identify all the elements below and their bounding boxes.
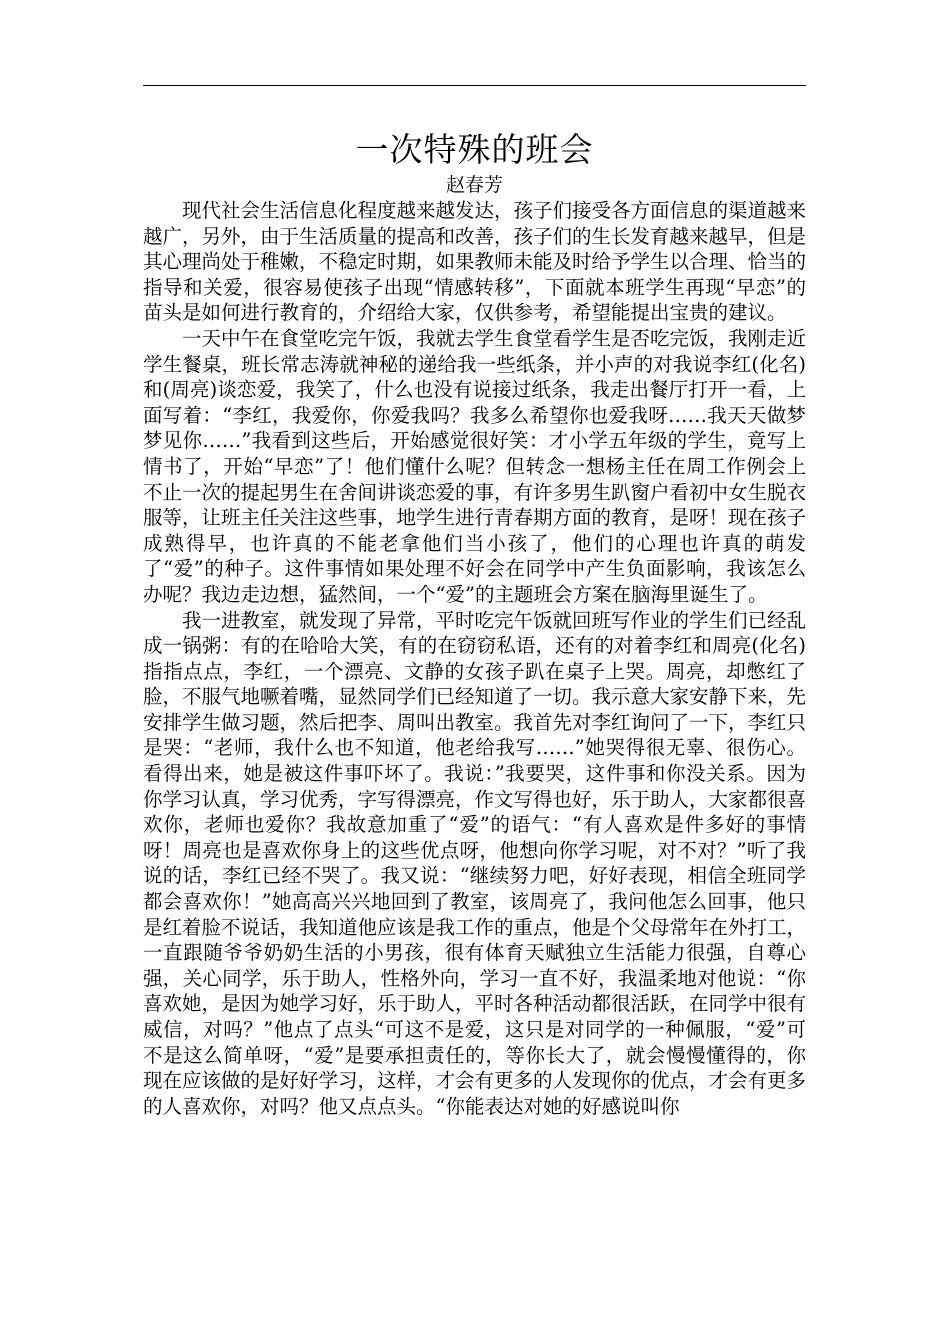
paragraph-1: 现代社会生活信息化程度越来越发达，孩子们接受各方面信息的渠道越来越广，另外，由于生活质量的提高和改善，孩子们的生长发育越来越早，但是其心理尚处于稚嫩，不稳定时期，如果教师未能及时给予学生以合理、恰当的指导和关爱，很容易使孩子出现“情感转移”，下面就本班学生再现“早恋”的苗头是如何进行教育的，介绍给大家，仅供参考，希望能提出宝贵的建议。 [143, 199, 807, 325]
header-rule [143, 85, 806, 86]
paragraph-3: 我一进教室，就发现了异常，平时吃完午饭就回班写作业的学生们已经乱成一锅粥：有的在哈哈大笑，有的在窃窃私语，还有的对着李红和周亮(化名)指指点点，李红，一个漂亮、文静的女孩子趴在桌子上哭。周亮，却憋红了脸，不服气地噘着嘴，显然同学们已经知道了一切。我示意大家安静下来，先安排学生做习题，然后把李、周叫出教室。我首先对李红询问了一下，李红只是哭：“老师，我什么也不知道，他老给我写……”她哭得很无辜、很伤心。看得出来，她是被这件事吓坏了。我说：”我要哭，这件事和你没关系。因为你学习认真，学习优秀，字写得漂亮，作文写得也好，乐于助人，大家都很喜欢你，老师也爱你？我故意加重了“爱”的语气：“有人喜欢是件多好的事情呀！周亮也是喜欢你身上的这些优点呀，他想向你学习呢，对不对？”听了我说的话，李红已经不哭了。我又说：“继续努力吧，好好表现，相信全班同学都会喜欢你！”她高高兴兴地回到了教室，该周亮了，我问他怎么回事，他只是红着脸不说话，我知道他应该是我工作的重点，他是个父母常年在外打工，一直跟随爷爷奶奶生活的小男孩，很有体育天赋独立生活能力很强，自尊心强，关心同学，乐于助人，性格外向，学习一直不好，我温柔地对他说：“你喜欢她，是因为她学习好，乐于助人，平时各种活动都很活跃，在同学中很有威信，对吗？”他点了点头“可这不是爱，这只是对同学的一种佩服，“爱”可不是这么简单呀，“爱”是要承担责任的，等你长大了，就会慢慢懂得的，你现在应该做的是好好学习，这样，才会有更多的人发现你的优点，才会有更多的人喜欢你，对吗？他又点点头。“你能表达对她的好感说叫你 [143, 608, 807, 1118]
article [143, 128, 806, 1119]
document-title: 一次特殊的班会 [355, 130, 594, 169]
author-name: 赵春芳 [445, 174, 503, 196]
paragraph-2: 一天中午在食堂吃完午饭，我就去学生食堂看学生是否吃完饭，我刚走近学生餐桌，班长常志涛就神秘的递给我一些纸条，并小声的对我说李红(化名)和(周亮)谈恋爱，我笑了，什么也没有说接过纸条，我走出餐厅打开一看，上面写着：“李红，我爱你，你爱我吗？我多么希望你也爱我呀……我天天做梦梦见你……”我看到这些后，开始感觉很好笑：才小学五年级的学生，竟写上情书了，开始“早恋”了！他们懂什么呢？但转念一想杨主任在周工作例会上不止一次的提起男生在舍间讲谈恋爱的事，有许多男生趴窗户看初中女生脱衣服等，让班主任关注这些事，地学生进行青春期方面的教育，是呀！现在孩子成熟得早，也许真的不能老拿他们当小孩了，他们的心理也许真的萌发了“爱”的种子。这件事情如果处理不好会在同学中产生负面影响，我该怎么办呢？我边走边想，猛然间，一个“爱”的主题班会方案在脑海里诞生了。 [143, 326, 807, 606]
